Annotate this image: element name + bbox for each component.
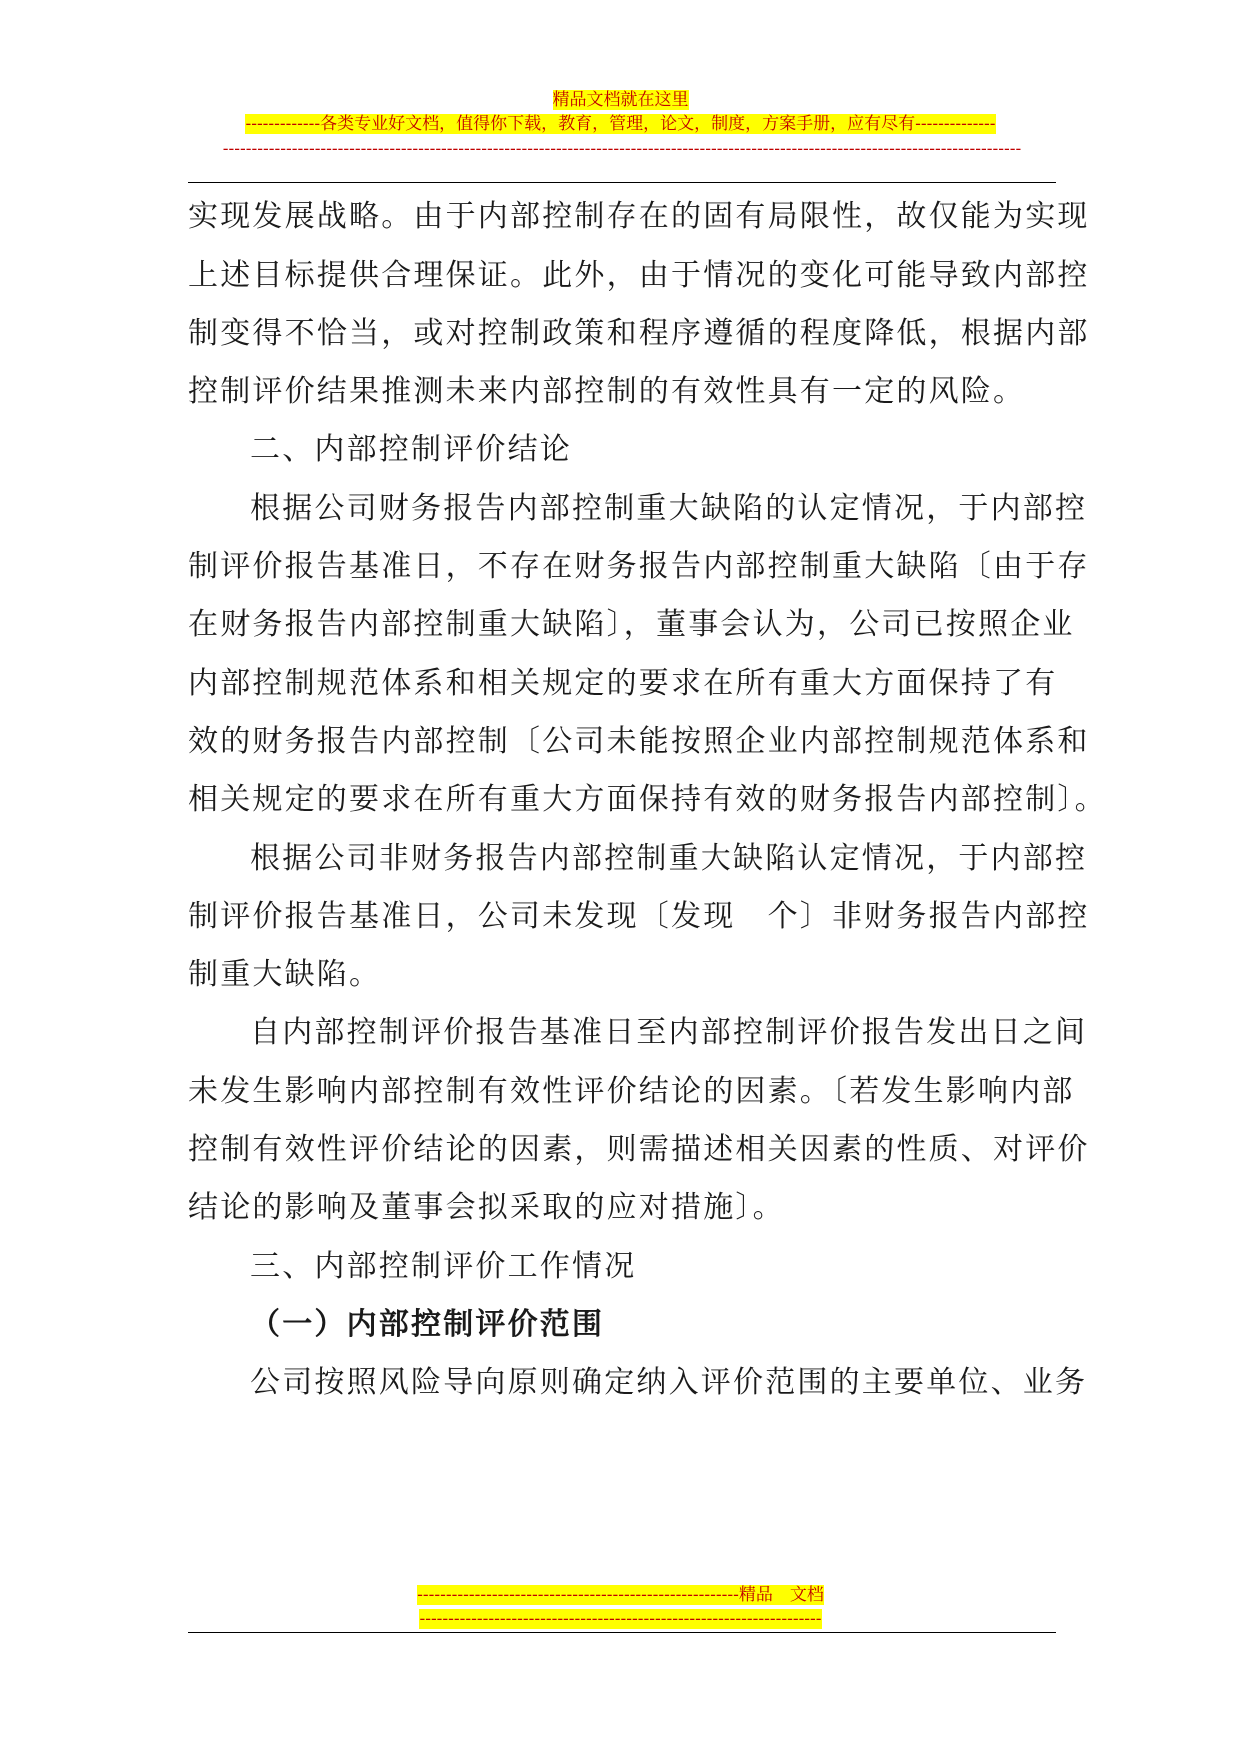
body-line: 根据公司非财务报告内部控制重大缺陷认定情况，于内部控 bbox=[250, 841, 1088, 876]
body-line: 制变得不恰当，或对控制政策和程序遵循的程度降低，根据内部 bbox=[188, 316, 1090, 351]
body-line: 制重大缺陷。 bbox=[188, 957, 382, 992]
body-line: 实现发展战略。由于内部控制存在的固有局限性，故仅能为实现 bbox=[188, 199, 1090, 234]
section-heading: 三、内部控制评价工作情况 bbox=[250, 1249, 637, 1284]
header-title: 精品文档就在这里 bbox=[552, 90, 689, 110]
body-line: 在财务报告内部控制重大缺陷〕，董事会认为，公司已按照企业 bbox=[188, 607, 1075, 642]
body-line: 制评价报告基准日，公司未发现〔发现 个〕非财务报告内部控 bbox=[188, 899, 1090, 934]
body-line: 未发生影响内部控制有效性评价结论的因素。〔若发生影响内部 bbox=[188, 1074, 1075, 1109]
footer-dash-line: ---------------------------------------------------------------------- bbox=[419, 1609, 822, 1629]
body-line: 制评价报告基准日，不存在财务报告内部控制重大缺陷〔由于存 bbox=[188, 549, 1090, 584]
header-dash-line: ------------------------------------------------------------------------------------------------------------------------------------------- bbox=[222, 139, 1022, 159]
footer-rule bbox=[188, 1632, 1056, 1633]
footer-label: --------------------------------------------------------精品 文档 bbox=[417, 1585, 824, 1605]
body-line: 结论的影响及董事会拟采取的应对措施〕。 bbox=[188, 1190, 785, 1225]
body-line: 控制有效性评价结论的因素，则需描述相关因素的性质、对评价 bbox=[188, 1132, 1090, 1167]
body-line: 相关规定的要求在所有重大方面保持有效的财务报告内部控制〕。 bbox=[188, 782, 1107, 817]
body-line: 效的财务报告内部控制〔公司未能按照企业内部控制规范体系和 bbox=[188, 724, 1090, 759]
header-tagline: -------------各类专业好文档，值得你下载，教育，管理，论文，制度，方案手册，应有尽有-------------- bbox=[245, 114, 996, 134]
body-line: 控制评价结果推测未来内部控制的有效性具有一定的风险。 bbox=[188, 374, 1026, 409]
body-line: 内部控制规范体系和相关规定的要求在所有重大方面保持了有 bbox=[188, 666, 1058, 701]
section-heading: 二、内部控制评价结论 bbox=[250, 432, 572, 467]
header-rule bbox=[188, 182, 1056, 183]
subsection-heading: （一）内部控制评价范围 bbox=[250, 1307, 605, 1342]
body-line: 根据公司财务报告内部控制重大缺陷的认定情况，于内部控 bbox=[250, 491, 1088, 526]
body-line: 公司按照风险导向原则确定纳入评价范围的主要单位、业务 bbox=[250, 1365, 1088, 1400]
body-line: 自内部控制评价报告基准日至内部控制评价报告发出日之间 bbox=[250, 1015, 1088, 1050]
body-line: 上述目标提供合理保证。此外，由于情况的变化可能导致内部控 bbox=[188, 258, 1090, 293]
